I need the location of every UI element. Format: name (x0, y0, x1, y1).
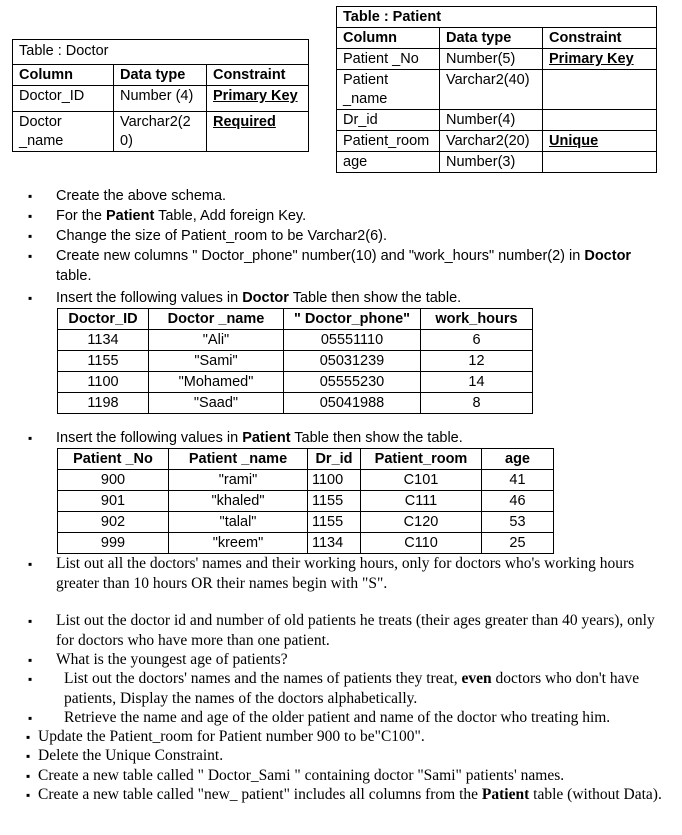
column-header: Data type (114, 65, 207, 86)
task-item: ▪ Create a new table called "new_ patient" includes all columns from the Patient table (without Data). (36, 785, 662, 805)
table-cell: Patient_room (337, 131, 440, 152)
table-row (337, 152, 657, 173)
doctor-schema-caption: Table : Doctor (13, 40, 309, 65)
constraint-cell (543, 110, 657, 131)
table-row (337, 131, 657, 152)
constraint-cell: Primary Key (543, 49, 657, 70)
table-row: 902 "talal" 1155 C120 53 (58, 512, 554, 533)
table-cell: Varchar2(20) (440, 131, 543, 152)
table-cell: Doctor _name (13, 112, 114, 152)
column-header: Patient _name (169, 449, 308, 470)
patient-values-table (57, 448, 554, 554)
column-header: Patient_room (361, 449, 482, 470)
table-cell: Varchar2(40) (440, 70, 543, 110)
table-row (13, 112, 309, 152)
task-item: ▪ What is the youngest age of patients? (38, 650, 662, 670)
table-row (13, 65, 309, 86)
task-item: ▪ Insert the following values in Patient Table then show the table. (38, 428, 662, 448)
task-item: ▪ List out the doctors' names and the names of patients they treat, even doctors who don't have patients, Display the names of the doctors alphabetically. (38, 669, 662, 709)
task-item: ▪ Create the above schema. (38, 186, 662, 206)
table-cell: Number(5) (440, 49, 543, 70)
column-header: Constraint (543, 28, 657, 49)
table-row: 901 "khaled" 1155 C111 46 (58, 491, 554, 512)
task-item: ▪ Change the size of Patient_room to be Varchar2(6). (38, 226, 662, 246)
column-header: Constraint (207, 65, 309, 86)
table-cell: Patient _name (337, 70, 440, 110)
task-item: ▪ For the Patient Table, Add foreign Key. (38, 206, 662, 226)
table-cell: age (337, 152, 440, 173)
doctor-values-table (57, 308, 533, 414)
column-header: Column (13, 65, 114, 86)
table-cell: Patient _No (337, 49, 440, 70)
task-item: ▪ Insert the following values in Doctor Table then show the table. (38, 288, 662, 308)
task-item: ▪ Create a new table called " Doctor_Sami " containing doctor "Sami" patients' names. (36, 766, 662, 786)
table-row (337, 49, 657, 70)
task-item: ▪ Update the Patient_room for Patient number 900 to be"C100". (36, 727, 662, 747)
task-item: ▪ Delete the Unique Constraint. (36, 746, 662, 766)
table-cell: Number (4) (114, 86, 207, 112)
table-row (337, 28, 657, 49)
task-item: ▪ Create new columns " Doctor_phone" number(10) and "work_hours" number(2) in Doctor table. (38, 246, 638, 286)
constraint-cell: Unique (543, 131, 657, 152)
table-row: 1134 "Ali" 05551110 6 (58, 330, 533, 351)
table-row: 1155 "Sami" 05031239 12 (58, 351, 533, 372)
task-item: ▪ List out all the doctors' names and their working hours, only for doctors who's working hours greater than 10 hours OR their names begin with "S". (38, 554, 662, 594)
table-cell: Dr_id (337, 110, 440, 131)
table-cell: Doctor_ID (13, 86, 114, 112)
table-row (337, 70, 657, 110)
constraint-cell (543, 152, 657, 173)
doctor-schema-table (12, 39, 309, 152)
column-header: Data type (440, 28, 543, 49)
table-cell: Varchar2(20) (114, 112, 207, 152)
table-row (337, 110, 657, 131)
patient-schema-table (336, 6, 657, 173)
column-header: Doctor _name (149, 309, 284, 330)
table-cell: Number(4) (440, 110, 543, 131)
column-header: Column (337, 28, 440, 49)
constraint-cell (543, 70, 657, 110)
constraint-cell: Primary Key (207, 86, 309, 112)
table-row: 999 "kreem" 1134 C110 25 (58, 533, 554, 554)
table-row: 1198 "Saad" 05041988 8 (58, 393, 533, 414)
table-row: 1100 "Mohamed" 05555230 14 (58, 372, 533, 393)
column-header: Dr_id (308, 449, 361, 470)
column-header: " Doctor_phone" (284, 309, 421, 330)
column-header: age (482, 449, 554, 470)
constraint-cell: Required (207, 112, 309, 152)
column-header: Patient _No (58, 449, 169, 470)
table-cell: Number(3) (440, 152, 543, 173)
table-row (58, 449, 554, 470)
table-row (58, 309, 533, 330)
column-header: Doctor_ID (58, 309, 149, 330)
column-header: work_hours (421, 309, 533, 330)
task-item: ▪ Retrieve the name and age of the older patient and name of the doctor who treating him. (38, 708, 662, 728)
table-row (13, 86, 309, 112)
task-item: ▪ List out the doctor id and number of old patients he treats (their ages greater than 40 years), only for doctors who have more than one patient. (38, 611, 662, 651)
table-row: 900 "rami" 1100 C101 41 (58, 470, 554, 491)
patient-schema-caption: Table : Patient (337, 7, 657, 28)
